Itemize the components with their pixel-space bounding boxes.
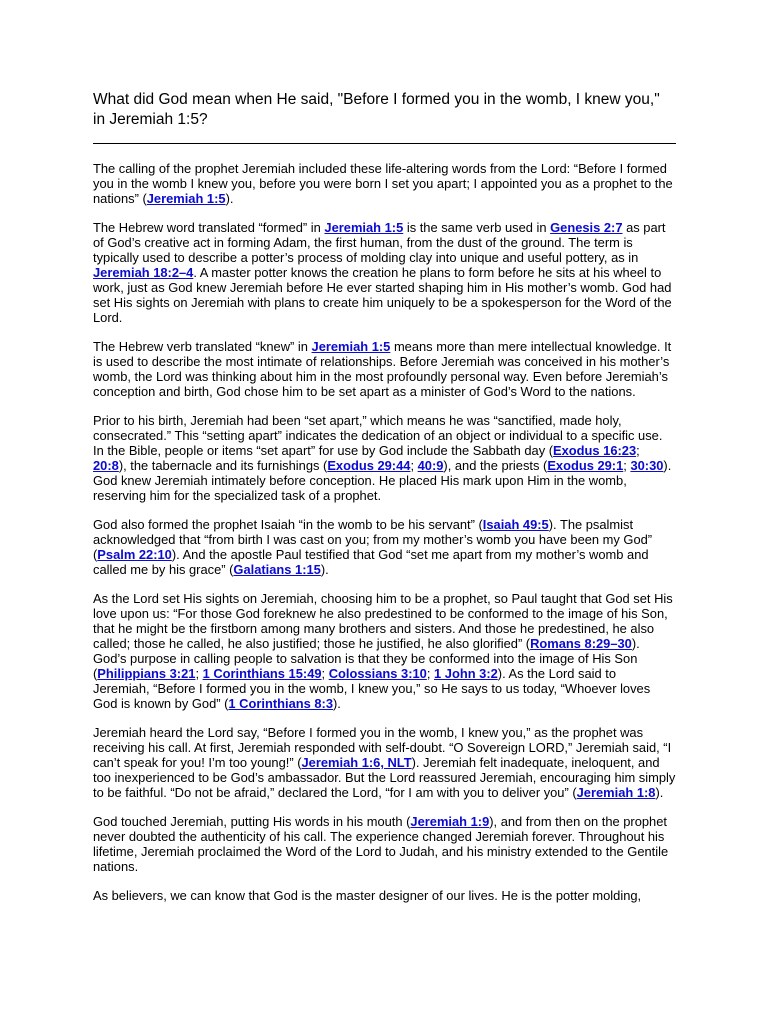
paragraph-text: ). Jeremiah felt inadequate, ineloquent, and too inexperienced to be God’s ambassador. But the Lord reassured Jeremiah, encouraging him simply to be faithful. “Do not be afraid,” declared the Lord, “for I am with you to deliver you” ( [93,755,676,800]
paragraph-text: ). God knew Jeremiah intimately before conception. He placed His mark upon Him in the womb, reserving him for the specialized task of a prophet. [93,458,672,503]
scripture-reference-link[interactable]: Jeremiah 1:9 [410,814,490,829]
paragraph-text: ). God’s purpose in calling people to salvation is that they be conformed into the image of His Son ( [93,636,640,681]
paragraph [93,888,676,903]
paragraph-text: ; [426,666,435,681]
scripture-reference-link[interactable]: 30:30 [630,458,664,473]
scripture-reference-link[interactable]: 1 Corinthians 8:3 [228,696,334,711]
scripture-reference-link[interactable]: Exodus 29:1 [547,458,624,473]
paragraph-text: is the same verb used in [403,220,551,235]
scripture-reference-link[interactable]: Philippians 3:21 [97,666,196,681]
scripture-reference-link[interactable]: 40:9 [417,458,444,473]
scripture-reference-link[interactable]: Jeremiah 1:5 [146,191,226,206]
document-page [93,90,676,917]
paragraph [93,725,676,800]
paragraph-text: ; [195,666,203,681]
paragraph-text: ). [320,562,329,577]
paragraph [93,517,676,577]
paragraph-text: The calling of the prophet Jeremiah included these life-altering words from the Lord: “Before I formed you in the womb I knew you, before you were born I set you apart; I appointed you as a prophet to the nations” ( [93,161,673,206]
paragraph-text: ). The psalmist acknowledged that “from birth I was cast on you; from my mother’s womb you have been my God” ( [93,517,653,562]
scripture-reference-link[interactable]: 20:8 [93,458,119,473]
paragraph-text: God touched Jeremiah, putting His words in his mouth ( [93,814,411,829]
scripture-reference-link[interactable]: Jeremiah 1:8 [576,785,656,800]
paragraph-text: ). [333,696,341,711]
scripture-reference-link[interactable]: Romans 8:29–30 [530,636,632,651]
paragraph-text: ), and from then on the prophet never doubted the authenticity of his call. The experience changed Jeremiah forever. Throughout his lifetime, Jeremiah proclaimed the Word of the Lord to Judah, and his ministry extended to the Gentile nations. [93,814,669,874]
paragraph [93,161,676,206]
document-title: What did God mean when He said, "Before I formed you in the womb, I knew you," in Jeremiah 1:5? [93,91,660,128]
paragraph-text: ; [623,458,631,473]
scripture-reference-link[interactable]: Galatians 1:15 [233,562,321,577]
scripture-reference-link[interactable]: Jeremiah 1:5 [324,220,404,235]
scripture-reference-link[interactable]: 1 John 3:2 [434,666,498,681]
paragraph-text: ). [225,191,234,206]
scripture-reference-link[interactable]: Genesis 2:7 [550,220,623,235]
paragraph-text: ), and the priests ( [443,458,548,473]
paragraph-text: means more than mere intellectual knowledge. It is used to describe the most intimate of relationships. Before Jeremiah was conceived in his mother’s womb, the Lord was thinking about him in the most profoundly personal way. Even before Jeremiah’s conception and birth, God chose him to be set apart as a minister of God’s Word to the nations. [93,339,672,399]
paragraph-text: ; [321,666,329,681]
paragraph-text: ). As the Lord said to Jeremiah, “Before I formed you in the womb, I knew you,” so He says to us today, “Whoever loves God is known by God” ( [93,666,651,711]
paragraph-text: ), the tabernacle and its furnishings ( [118,458,328,473]
paragraph-text: . A master potter knows the creation he plans to form before he sits at his wheel to work, just as God knew Jeremiah before He ever started shaping him in His mother’s womb. God had set His sights on Jeremiah with plans to create him uniquely to be a spokesperson for the Word of the Lord. [93,265,672,325]
scripture-reference-link[interactable]: Colossians 3:10 [328,666,427,681]
paragraph [93,339,676,399]
paragraph-text: The Hebrew verb translated “knew” in [93,339,312,354]
paragraph-text: ). And the apostle Paul testified that God “set me apart from my mother’s womb and called me by his grace” ( [93,547,649,577]
scripture-reference-link[interactable]: Exodus 29:44 [327,458,411,473]
scripture-reference-link[interactable]: Jeremiah 1:5 [311,339,391,354]
paragraph-text: God also formed the prophet Isaiah “in the womb to be his servant” ( [93,517,483,532]
paragraph-text: Prior to his birth, Jeremiah had been “set apart,” which means he was “sanctified, made holy, consecrated.” This “setting apart” indicates the dedication of an object or individual to a specific use. In the Bible, people or items “set apart” for use by God include the Sabbath day ( [93,413,663,458]
paragraph-text: ; [410,458,418,473]
scripture-reference-link[interactable]: Exodus 16:23 [553,443,637,458]
paragraph-text: ; [636,443,640,458]
scripture-reference-link[interactable]: 1 Corinthians 15:49 [202,666,322,681]
scripture-reference-link[interactable]: Psalm 22:10 [97,547,172,562]
scripture-reference-link[interactable]: Isaiah 49:5 [482,517,549,532]
paragraph-text: As believers, we can know that God is the master designer of our lives. He is the potter molding, [93,888,642,903]
paragraph [93,591,676,711]
scripture-reference-link[interactable]: Jeremiah 18:2–4 [93,265,194,280]
scripture-reference-link[interactable]: Jeremiah 1:6, NLT [301,755,412,770]
paragraph [93,814,676,874]
paragraph-text: ). [655,785,664,800]
paragraph-text: Jeremiah heard the Lord say, “Before I formed you in the womb, I knew you,” as the prophet was receiving his call. At first, Jeremiah responded with self-doubt. “O Sovereign LORD,” Jeremiah said, “I can’t speak for you! I’m too young!” ( [93,725,672,770]
article-body [93,161,676,903]
paragraph-text: As the Lord set His sights on Jeremiah, choosing him to be a prophet, so Paul taught that God set His love upon us: “For those God foreknew he also predestined to be conformed to the image of his Son, that he might be the firstborn among many brothers and sisters. And those he predestined, he also called; those he called, he also justified; those he justified, he also glorified” ( [93,591,673,651]
paragraph-text: as part of God’s creative act in forming Adam, the first human, from the dust of the ground. The term is typically used to describe a potter’s process of molding clay into unique and useful pottery, as in [93,220,666,265]
title-divider [93,143,676,144]
paragraph [93,413,676,503]
paragraph [93,220,676,325]
paragraph-text: The Hebrew word translated “formed” in [93,220,325,235]
